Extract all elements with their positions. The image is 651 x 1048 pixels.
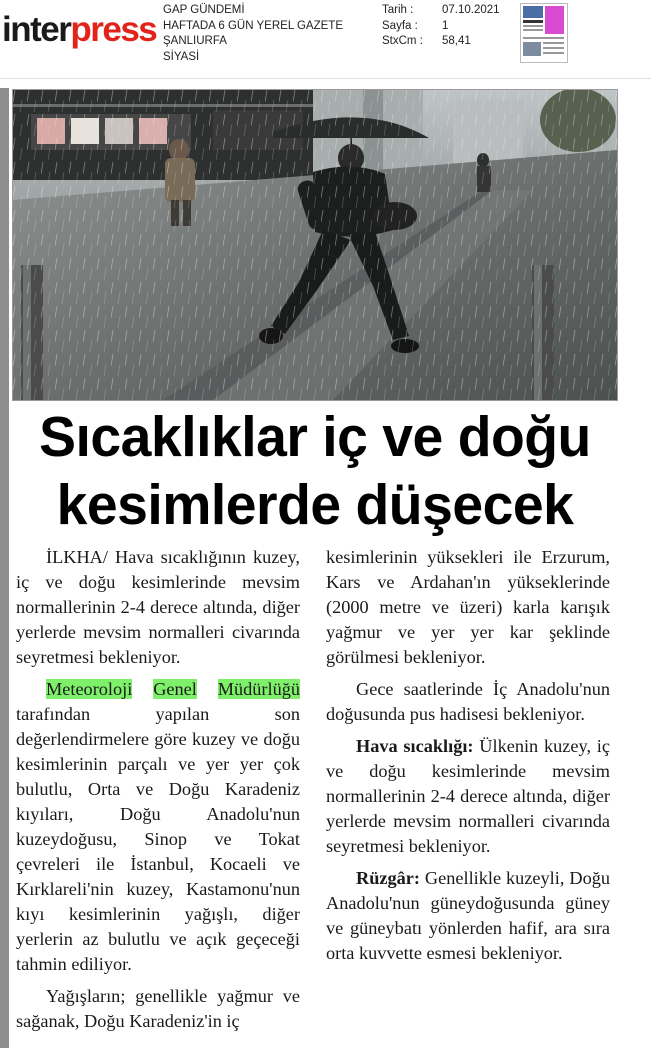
article-column-right — [326, 545, 610, 973]
highlight-term: Müdürlüğü — [217, 679, 300, 699]
article-paragraph: kesimlerinin yüksekleri ile Erzurum, Kars ve Ardahan'ın yükseklerinde (2000 metre ve üzeri) karla karışık yağmur ve yer yer kar şeklinde görülmesi bekleniyor. — [326, 547, 610, 667]
page-value: 1 — [442, 19, 449, 32]
article-paragraph — [326, 866, 610, 966]
article-column-left — [16, 545, 300, 1041]
publication-info — [163, 3, 343, 65]
page-thumbnail[interactable] — [520, 3, 568, 63]
highlight-term: Meteoroloji — [46, 679, 133, 699]
clipping-header — [0, 0, 651, 78]
highlight-term: Genel — [153, 679, 197, 699]
article-paragraph — [16, 677, 300, 977]
paragraph-text: Ülkenin kuzey, iç ve doğu kesimlerinde mevsim normallerinin 2-4 derece altında, diğer yerlerde mevsim normalleri civarında seyretmesi bekleniyor. — [326, 736, 610, 856]
page-label: Sayfa : — [382, 19, 418, 32]
article-paragraph: Yağışların; genellikle yağmur ve sağanak, Doğu Karadeniz'in iç — [16, 986, 300, 1031]
article-photo — [12, 89, 618, 401]
clipping-margin-bar — [0, 88, 9, 1048]
article-paragraph: Gece saatlerinde İç Anadolu'nun doğusunda pus hadisesi bekleniyor. — [326, 679, 610, 724]
meta-values — [442, 3, 500, 50]
article-paragraph: İLKHA/ Hava sıcaklığının kuzey, iç ve doğu kesimlerinde mevsim normallerinin 2-4 derece altında, diğer yerlerde mevsim normalleri civarında seyretmesi bekleniyor. — [16, 547, 300, 667]
publication-city: ŞANLIURFA — [163, 35, 227, 47]
headline-line-1: Sıcaklıklar iç ve doğu — [39, 405, 591, 469]
stxcm-label: StxCm : — [382, 35, 423, 47]
paragraph-text: tarafından yapılan son değerlendirmelere göre kuzey ve doğu kesimlerinin parçalı ve yer yer çok bulutlu, Orta ve Doğu Karadeniz kıyıları, Doğu Anadolu'nun kuzeydoğusu, Sinop ve Tokat çevreleri ile İstanbul, Kocaeli ve Kırklareli'nin kuzey, Kastamonu'nun kıyı kesimlerinin yağışlı, diğer yerlerin az bulutlu ve açık geçeceği tahmin ediliyor. — [16, 704, 300, 974]
date-value: 07.10.2021 — [442, 4, 500, 16]
stxcm-value: 58,41 — [442, 35, 471, 47]
headline-line-2: kesimlerde düşecek — [56, 473, 574, 537]
paragraph-label: Rüzgâr: — [356, 868, 420, 888]
article-headline — [19, 403, 611, 539]
publication-frequency: HAFTADA 6 GÜN YEREL GAZETE — [163, 19, 343, 32]
publication-name: GAP GÜNDEMİ — [163, 4, 245, 16]
meta-labels — [382, 3, 423, 50]
publication-category: SİYASİ — [163, 50, 200, 63]
paragraph-text: Genellikle kuzeyli, Doğu Anadolu'nun güneydoğusunda güney ve güneybatı yönlerden hafif, ara sıra orta kuvvette esmesi bekleniyor. — [326, 868, 610, 963]
header-divider — [0, 78, 651, 79]
article-paragraph — [326, 734, 610, 859]
interpress-logo: interpress — [2, 10, 157, 49]
date-label: Tarih : — [382, 4, 414, 16]
paragraph-label: Hava sıcaklığı: — [356, 736, 474, 756]
